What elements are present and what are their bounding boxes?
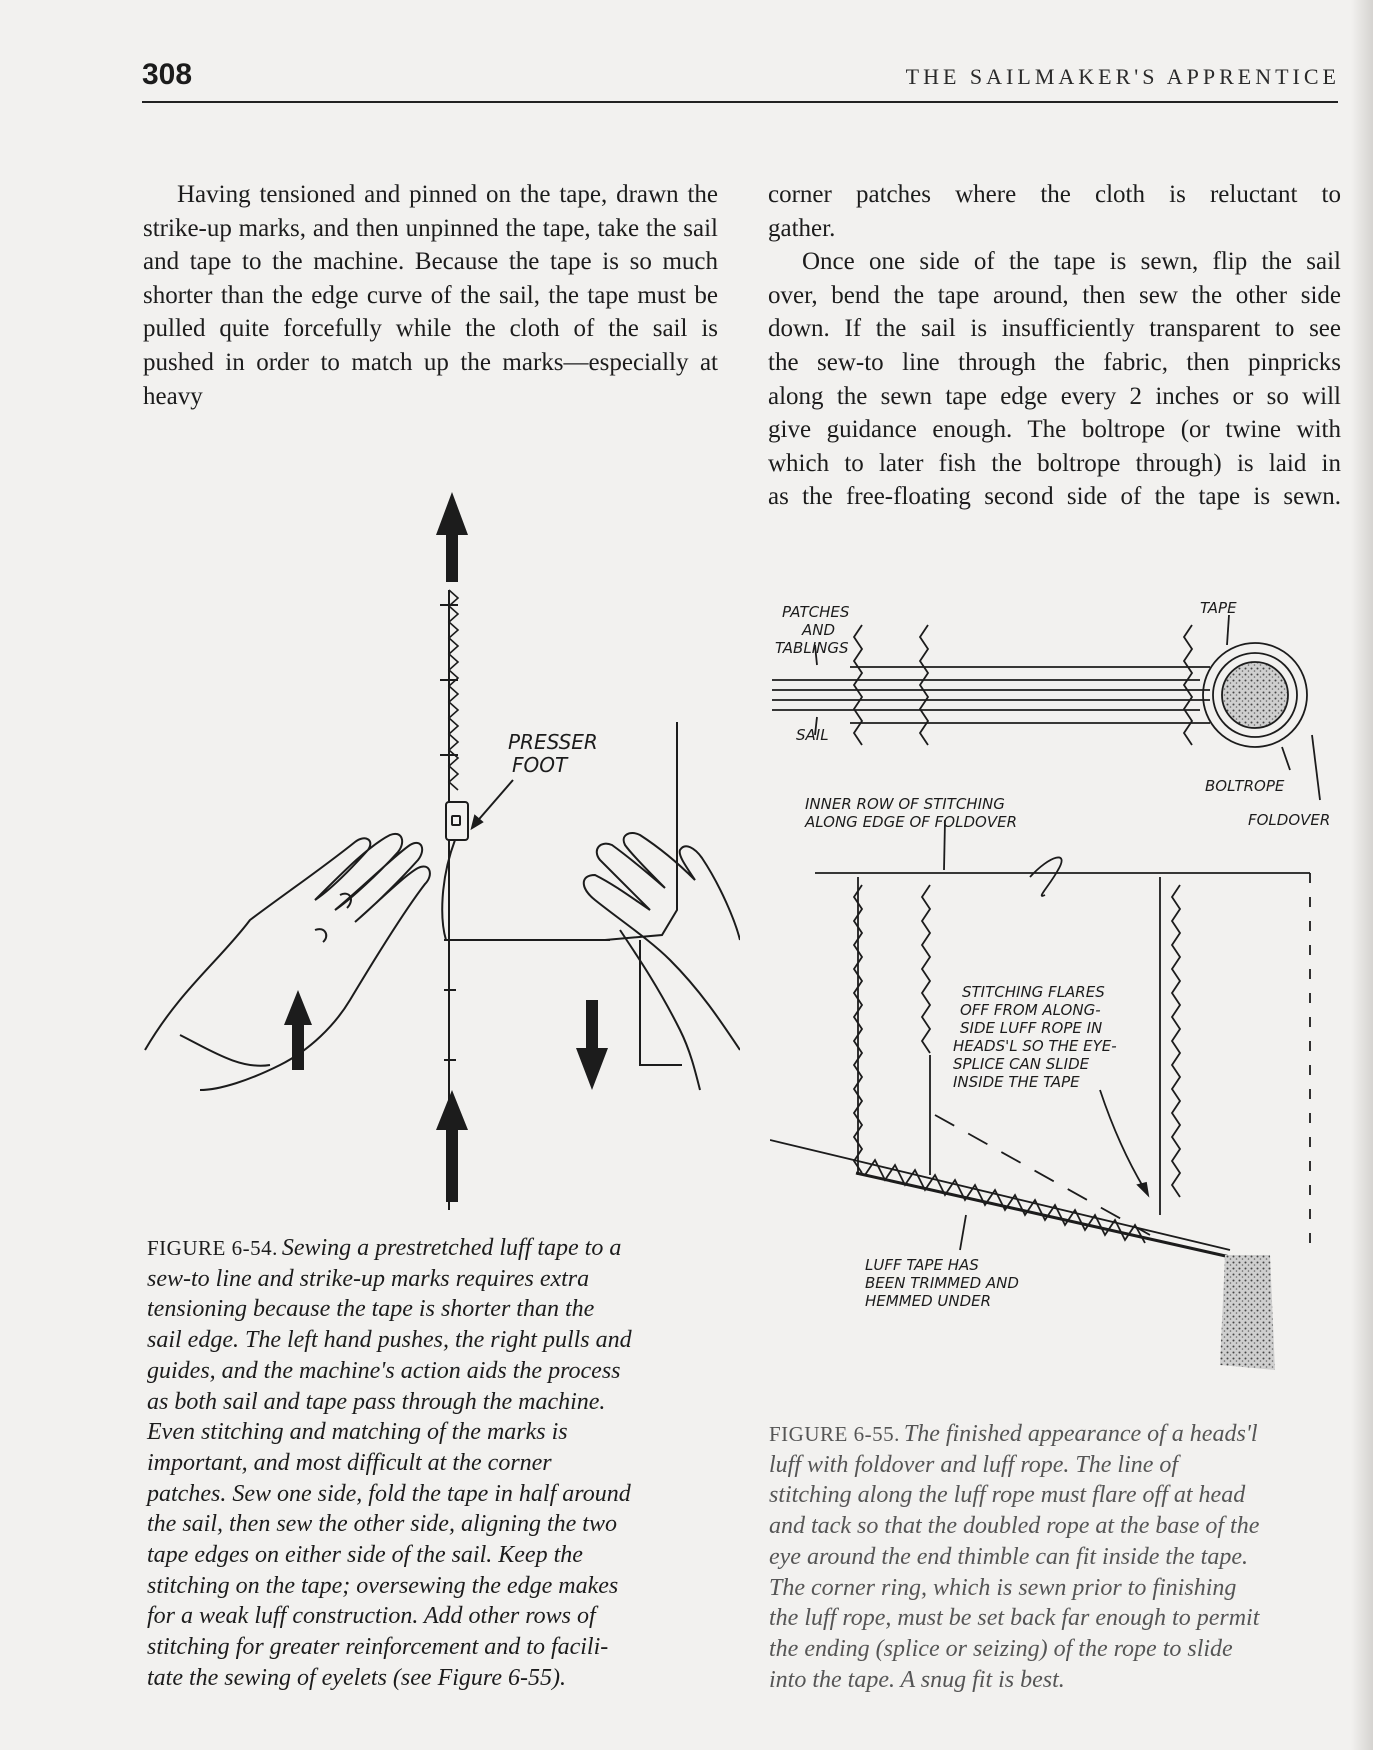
figure-6-54-illustration — [140, 490, 740, 1210]
text-line: over, bend the tape around, then sew the other side — [768, 281, 1341, 309]
caption-line: sew-to line and strike-up marks requires extra — [147, 1265, 590, 1292]
text-line: forcefully while the cloth of the sail is pushed in — [143, 315, 719, 376]
text-line: order to match up the marks—especially at heavy — [143, 348, 718, 410]
caption-line: tape edges on either side of the sail. Keep the — [147, 1542, 583, 1569]
caption-line: Even stitching and matching of the marks is — [147, 1419, 568, 1446]
figure-label: FIGURE 6-54. — [147, 1236, 278, 1260]
arrow-up-icon — [436, 1090, 468, 1202]
figure-6-55-illustration — [770, 595, 1350, 1395]
caption-line: Sewing a prestretched luff tape to a — [281, 1235, 622, 1261]
flares-label: SIDE LUFF ROPE IN — [960, 1019, 1103, 1037]
caption-line: The finished appearance of a heads'l — [903, 1421, 1258, 1447]
paragraph — [143, 178, 718, 413]
text-line: down. If the sail is insufficiently transparent to see — [768, 315, 1341, 343]
patches-label: TABLINGS — [775, 639, 849, 657]
caption-line: the luff rope, must be set back far enough to permit — [769, 1605, 1260, 1632]
running-title: THE SAILMAKER'S APPRENTICE — [905, 64, 1340, 89]
text-line: the sew-to line through the fabric, then pinpricks — [768, 348, 1341, 376]
caption-line: important, and most difficult at the corner — [147, 1449, 552, 1476]
caption-line: stitching for greater reinforcement and to facili- — [147, 1634, 609, 1661]
foldover-label: FOLDOVER — [1248, 811, 1331, 829]
text-line: Once one side of the tape is sewn, flip the sail — [802, 248, 1341, 276]
caption-line: stitching along the luff rope must flare off at head — [769, 1482, 1246, 1509]
header-rule — [142, 101, 1338, 103]
patches-label: PATCHES — [782, 603, 850, 621]
patches-label: AND — [802, 621, 836, 639]
caption-line: luff with foldover and luff rope. The line of — [769, 1451, 1179, 1478]
text-line: the tape, take the sail and tape to the machine. — [143, 214, 718, 276]
text-line: corner patches where the cloth is reluctant to — [768, 181, 1341, 208]
caption-line: stitching on the tape; oversewing the edge makes — [147, 1572, 619, 1599]
figure-6-55-caption — [769, 1419, 1349, 1695]
inner-row-label: INNER ROW OF STITCHING — [805, 795, 1005, 813]
figure-6-54-caption — [147, 1233, 722, 1694]
caption-line: the ending (splice or seizing) of the rope to slide — [769, 1635, 1233, 1662]
page-edge-shadow — [1351, 0, 1373, 1750]
caption-line: the sail, then sew the other side, aligning the two — [147, 1511, 617, 1538]
caption-line: for a weak luff construction. Add other rows of — [147, 1603, 596, 1630]
figure-label: FIGURE 6-55. — [769, 1422, 900, 1446]
arrow-up-icon — [436, 492, 468, 582]
flares-label: SPLICE CAN SLIDE — [953, 1055, 1090, 1073]
body-text-left — [143, 178, 718, 413]
luff-tape-label: LUFF TAPE HAS — [865, 1256, 979, 1274]
sail-label: SAIL — [796, 726, 829, 744]
flares-label: OFF FROM ALONG- — [960, 1001, 1101, 1019]
text-line: Because the tape is so much shorter than the edge — [143, 248, 719, 309]
text-line: as the free-floating second side of the tape is sewn. — [768, 483, 1341, 511]
page-number: 308 — [142, 58, 193, 91]
text-line: gather. — [768, 214, 836, 242]
caption-line: tate the sewing of eyelets (see Figure 6-55). — [147, 1664, 566, 1691]
text-line: curve of the sail, the tape must be pulled quite — [143, 281, 719, 343]
flares-label: HEADS'L SO THE EYE- — [953, 1037, 1117, 1055]
text-line: along the sewn tape edge every 2 inches or so will — [768, 382, 1341, 410]
boltrope-label: BOLTROPE — [1205, 777, 1285, 795]
text-line: drawn the strike-up marks, and then unpinned — [143, 181, 718, 242]
caption-line: sail edge. The left hand pushes, the right pulls and — [147, 1327, 632, 1354]
caption-line: The corner ring, which is sewn prior to finishing — [769, 1574, 1237, 1601]
caption-line: as both sail and tape pass through the machine. — [147, 1388, 606, 1415]
caption-line: guides, and the machine's action aids the process — [147, 1357, 621, 1384]
caption-line: into the tape. A snug fit is best. — [769, 1666, 1065, 1693]
flares-label: STITCHING FLARES — [962, 983, 1105, 1001]
body-text-right — [768, 178, 1341, 514]
luff-tape-label: BEEN TRIMMED AND — [865, 1274, 1019, 1292]
tape-label: TAPE — [1200, 599, 1237, 617]
luff-tape-label: HEMMED UNDER — [865, 1292, 992, 1310]
presser-foot-label: FOOT — [512, 753, 568, 777]
caption-line: tensioning because the tape is shorter than the — [147, 1296, 595, 1323]
text-line: Having tensioned and pinned on the tape, — [177, 181, 608, 208]
text-line: which to later fish the boltrope through) is laid in — [768, 449, 1341, 477]
flares-label: INSIDE THE TAPE — [953, 1073, 1080, 1091]
caption-line: eye around the end thimble can fit inside the tape. — [769, 1543, 1248, 1570]
text-line: give guidance enough. The boltrope (or twine with — [768, 416, 1341, 444]
presser-foot-label: PRESSER — [508, 730, 598, 754]
caption-line: and tack so that the doubled rope at the base of the — [769, 1513, 1260, 1540]
arrow-up-icon — [284, 990, 312, 1070]
inner-row-label: ALONG EDGE OF FOLDOVER — [805, 813, 1017, 831]
arrow-down-icon — [576, 1000, 608, 1090]
caption-line: patches. Sew one side, fold the tape in half around — [147, 1480, 631, 1507]
